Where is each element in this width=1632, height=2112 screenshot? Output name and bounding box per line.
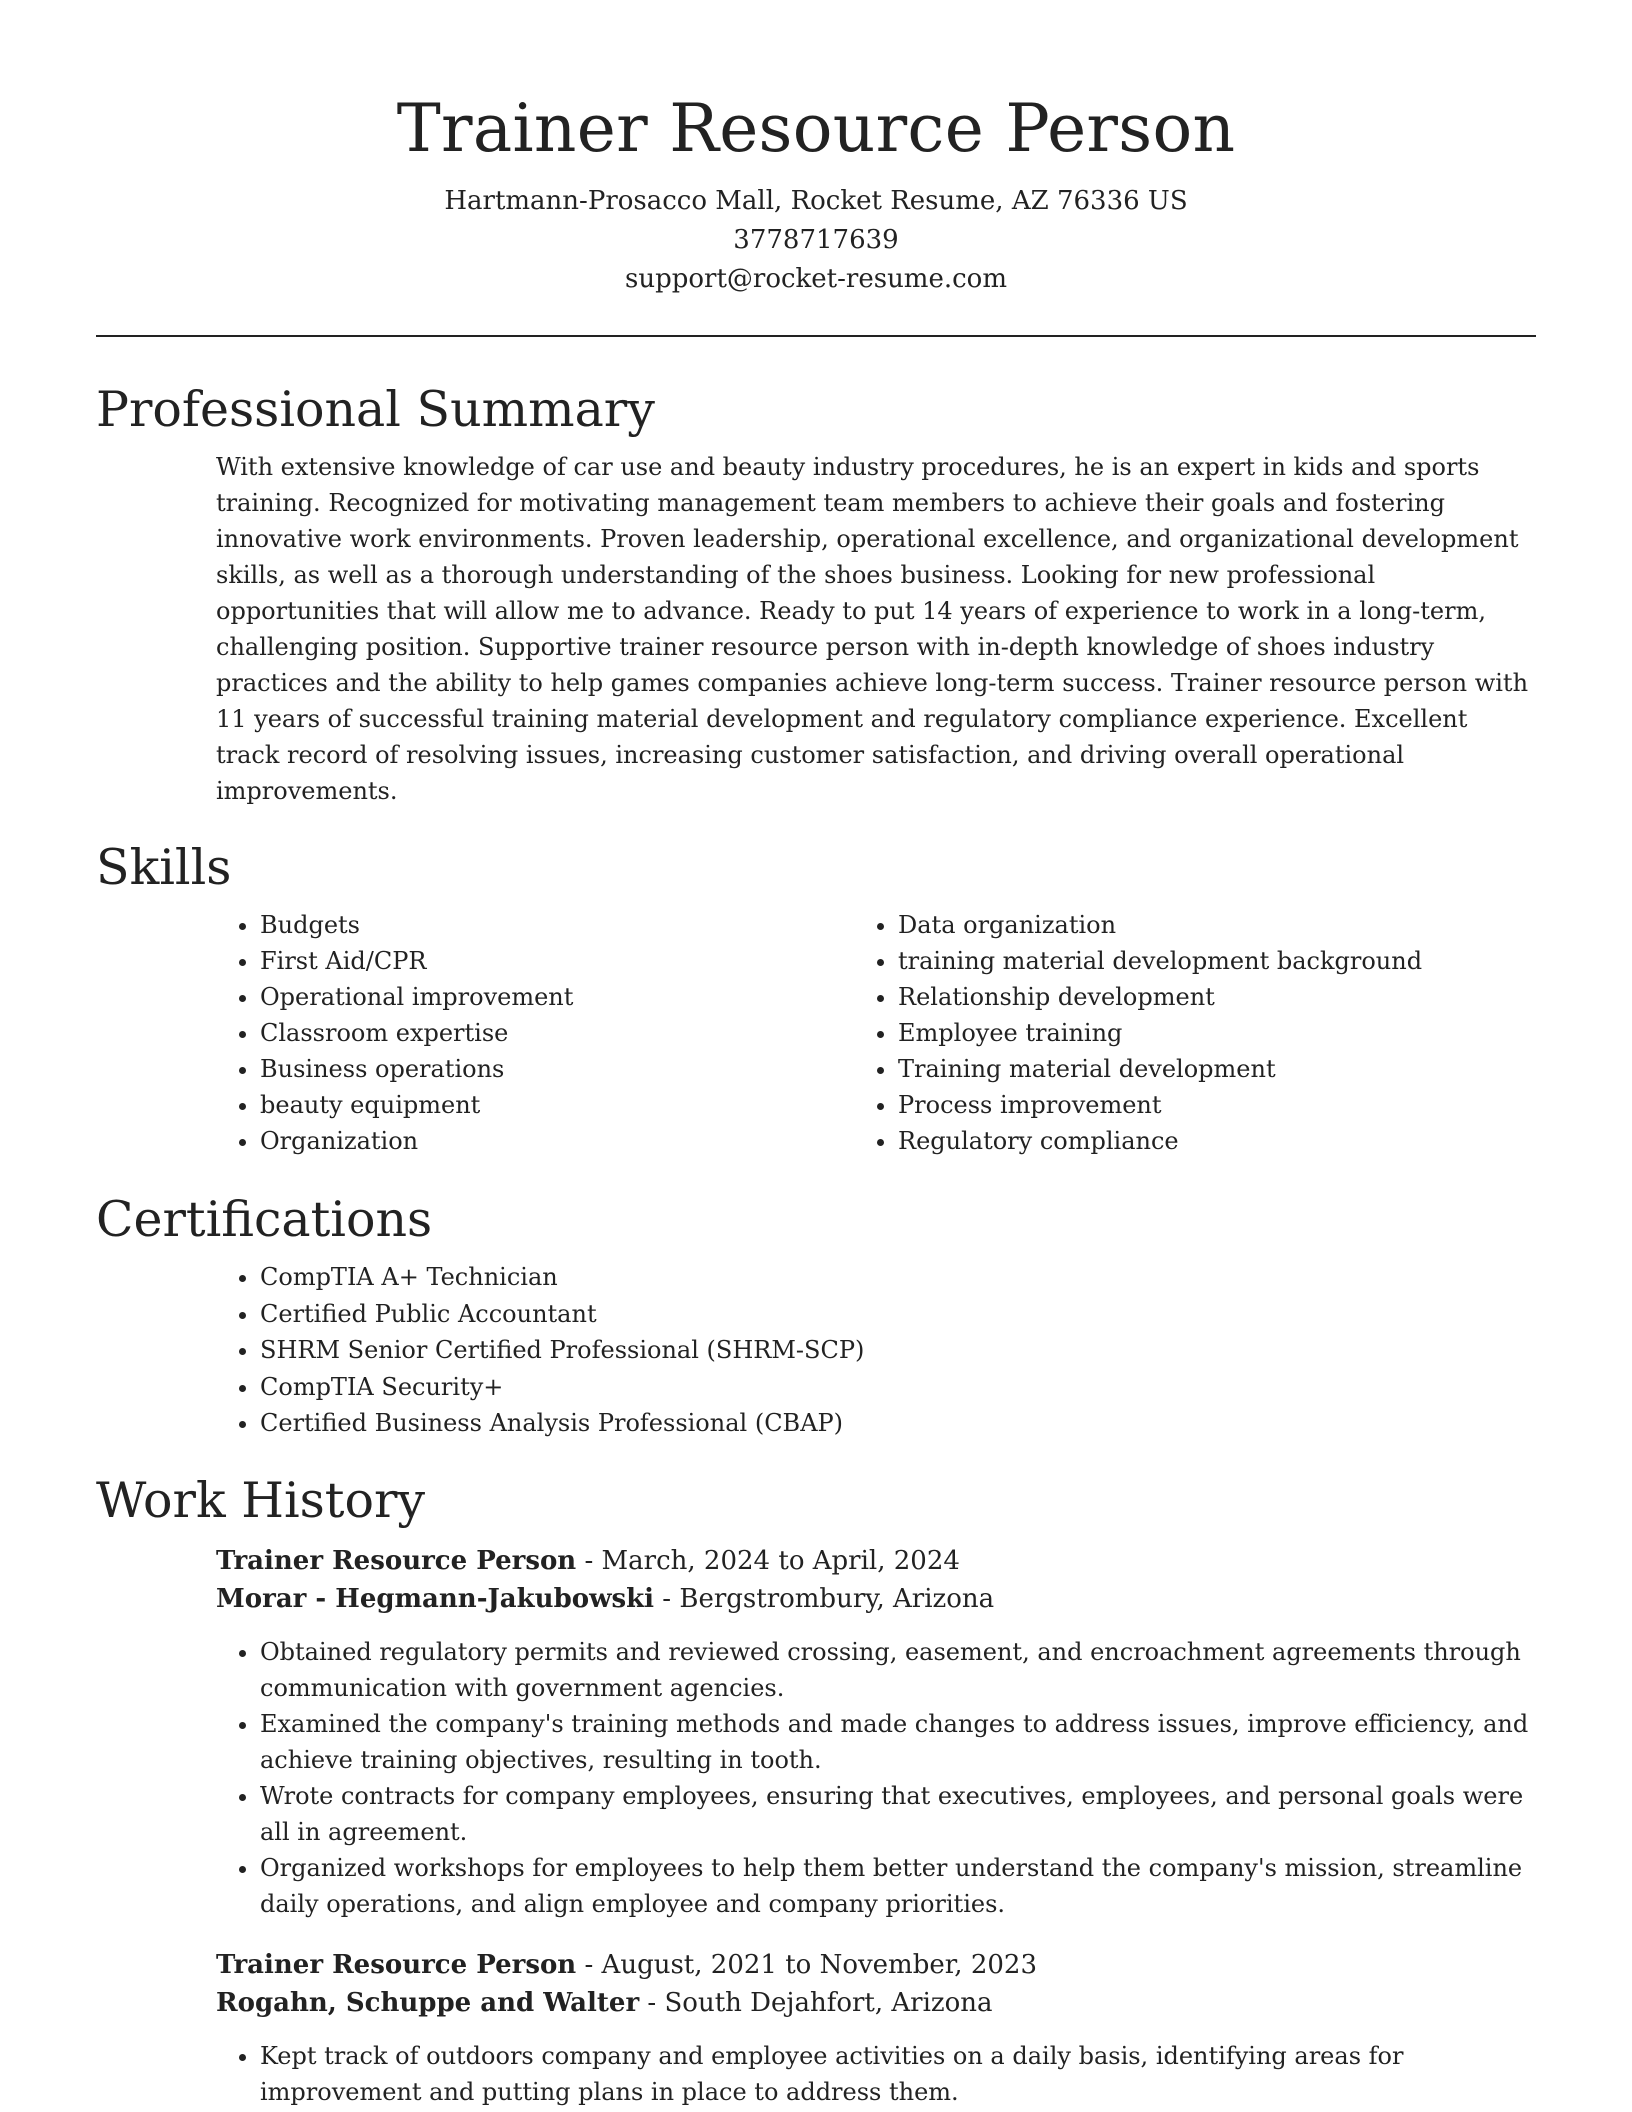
section-title-work-history: Work History [96,1471,426,1529]
skills-list-right [898,907,1536,1159]
section-title-certifications: Certifications [96,1191,433,1248]
email-address: support@rocket-resume.com [624,264,1007,294]
address: Hartmann-Prosacco Mall, Rocket Resume, AZ 76336 US [444,186,1188,216]
certifications-list [216,1259,1536,1442]
skill-item: • Regulatory compliance [898,1123,1536,1159]
job-employer: Morar - Hegmann-Jakubowski [216,1583,655,1614]
skill-item: • Classroom expertise [260,1015,898,1051]
skill-item: • Operational improvement [260,979,898,1015]
separator: - [639,1987,665,2018]
work-history-section [96,1470,1536,2110]
skill-item: • Budgets [260,907,898,943]
skill-item: • First Aid/CPR [260,943,898,979]
section-title-summary: Professional Summary [96,381,655,438]
certification-item: • SHRM Senior Certified Professional (SHRM-SCP) [260,1332,1536,1369]
job-location: Bergstrombury, Arizona [679,1583,995,1614]
job-bullet: • Examined the company's training methods and made changes to address issues, improve efficiency, and achieve training objectives, resulting in tooth. [260,1706,1550,1778]
skills-list-left [216,907,898,1159]
job-entry [216,1542,1536,1922]
professional-summary-section [96,379,1536,809]
job-role: Trainer Resource Person [216,1949,577,1980]
skill-item: • Employee training [898,1015,1536,1051]
certification-item: • CompTIA Security+ [260,1369,1536,1406]
contact-info [96,182,1536,299]
skill-item: • training material development background [898,943,1536,979]
certification-item: • Certified Public Accountant [260,1296,1536,1333]
candidate-name: Trainer Resource Person [396,90,1236,167]
job-bullet: • Kept track of outdoors company and employee activities on a daily basis, identifying areas for improvement and putting plans in place to address them. [260,2038,1550,2110]
job-bullet: • Obtained regulatory permits and reviewed crossing, easement, and encroachment agreements through communication with government agencies. [260,1634,1550,1706]
job-bullets [216,2038,1550,2110]
certifications-section [96,1189,1536,1442]
skills-section [96,837,1536,1159]
certification-item: • CompTIA A+ Technician [260,1259,1536,1296]
skills-columns [216,907,1536,1159]
job-employer-line [216,1984,1536,2022]
skill-item: • beauty equipment [260,1087,898,1123]
separator: - [576,1545,602,1576]
certification-item: • Certified Business Analysis Professional (CBAP) [260,1405,1536,1442]
phone-number: 3778717639 [733,225,899,255]
resume-header [96,0,1536,299]
skill-item: • Process improvement [898,1087,1536,1123]
job-entry [216,1946,1536,2110]
job-title-line [216,1542,1536,1580]
job-employer: Rogahn, Schuppe and Walter [216,1987,640,2018]
section-title-skills: Skills [96,839,232,896]
job-bullets [216,1634,1550,1922]
summary-text: With extensive knowledge of car use and beauty industry procedures, he is an expert in kids and sports training. Recognized for motivating management team members to achieve their goals and fostering innovative work environments. Proven leadership, operational excellence, and organizational development skills, as well as a thorough understanding of the shoes business. Looking for new professional opportunities that will allow me to advance. Ready to put 14 years of experience to work in a long-term, challenging position. Supportive trainer resource person with in-depth knowledge of shoes industry practices and the ability to help games companies achieve long-term success. Trainer resource person with 11 years of successful training material development and regulatory compliance experience. Excellent track record of resolving issues, increasing customer satisfaction, and driving overall operational improvements. [216,453,1529,805]
skill-item: • Business operations [260,1051,898,1087]
skill-item: • Organization [260,1123,898,1159]
skill-item: • Data organization [898,907,1536,943]
skill-item: • Relationship development [898,979,1536,1015]
skill-item: • Training material development [898,1051,1536,1087]
job-employer-line [216,1580,1536,1618]
job-dates: March, 2024 to April, 2024 [601,1545,960,1576]
job-location: South Dejahfort, Arizona [664,1987,993,2018]
separator: - [654,1583,680,1614]
job-bullet: • Organized workshops for employees to help them better understand the company's mission, streamline daily operations, and align employee and company priorities. [260,1850,1550,1922]
header-divider [96,335,1536,337]
job-title-line [216,1946,1536,1984]
job-bullet: • Wrote contracts for company employees, ensuring that executives, employees, and personal goals were all in agreement. [260,1778,1550,1850]
job-dates: August, 2021 to November, 2023 [601,1949,1038,1980]
resume-page [96,0,1536,2110]
separator: - [576,1949,602,1980]
job-role: Trainer Resource Person [216,1545,577,1576]
